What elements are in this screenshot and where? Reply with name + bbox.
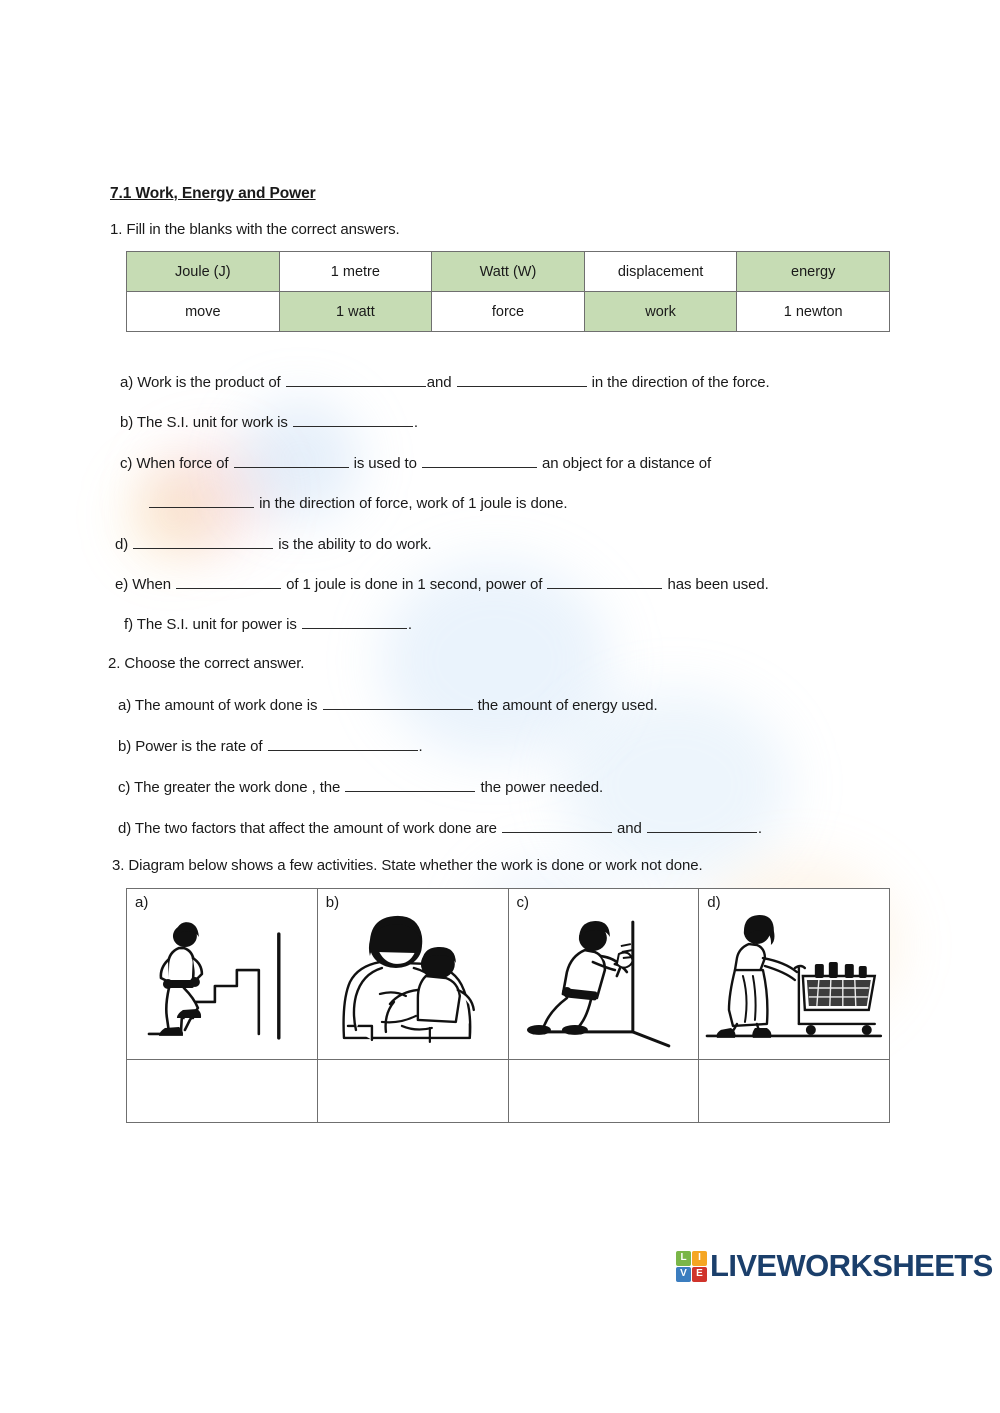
answer-cell-b[interactable]: [317, 1060, 508, 1123]
answer-blank-2c-1[interactable]: [345, 776, 475, 792]
question-1f-text-part2: .: [407, 616, 412, 633]
question-1f-text-part1: f) The S.I. unit for power is: [124, 616, 297, 633]
answer-blank-1b-1[interactable]: [293, 411, 413, 427]
question-1c-line2: [148, 492, 568, 513]
question-1a-text-part3: in the direction of the force.: [591, 374, 770, 391]
answer-cell-c[interactable]: [508, 1060, 699, 1123]
question-1c-text-part3: an object for a distance of: [541, 455, 712, 472]
answer-blank-1c-2[interactable]: [422, 452, 537, 468]
question-1a-text-part1: a) Work is the product of: [120, 374, 281, 391]
word-bank-cell[interactable]: energy: [737, 252, 890, 292]
question-1d-text-part1: d): [115, 536, 129, 553]
question-1f: [124, 613, 412, 634]
question-2b-text-part2: .: [418, 738, 423, 755]
question-2c: [118, 776, 603, 797]
section-1-instruction: 1. Fill in the blanks with the correct answers.: [110, 221, 400, 238]
section-2-instruction: 2. Choose the correct answer.: [108, 655, 305, 672]
question-2c-text-part2: the power needed.: [480, 779, 604, 796]
logo-tiles-icon: [676, 1251, 707, 1282]
woman-holding-child-icon: [318, 905, 508, 1057]
table-row: [127, 292, 890, 332]
answer-blank-2b-1[interactable]: [268, 735, 418, 751]
activity-panel-c: [508, 889, 699, 1060]
word-bank-cell[interactable]: displacement: [584, 252, 737, 292]
answer-blank-2d-1[interactable]: [502, 817, 612, 833]
logo-tile-e: E: [692, 1267, 707, 1282]
answer-blank-1e-1[interactable]: [176, 573, 281, 589]
person-climbing-stairs-icon: [127, 905, 317, 1057]
logo-tile-l: L: [676, 1251, 691, 1266]
question-2a: [118, 694, 658, 715]
question-2b: [118, 735, 423, 756]
question-1c-text-part1: c) When force of: [120, 455, 229, 472]
liveworksheets-logo[interactable]: [676, 1248, 993, 1284]
answer-blank-1a-2[interactable]: [457, 371, 587, 387]
page-title: 7.1 Work, Energy and Power: [110, 185, 316, 202]
question-1e: [115, 573, 769, 594]
logo-tile-i: I: [692, 1251, 707, 1266]
question-1e-text-part3: has been used.: [667, 576, 769, 593]
question-1b-text-part1: b) The S.I. unit for work is: [120, 414, 288, 431]
answer-cell-d[interactable]: [699, 1060, 890, 1123]
question-2d-text-part2: and: [617, 820, 642, 837]
word-bank-cell[interactable]: 1 metre: [279, 252, 432, 292]
panel-label-c: c): [516, 894, 529, 911]
question-1c-text-part2: is used to: [353, 455, 417, 472]
word-bank-cell[interactable]: move: [127, 292, 280, 332]
question-1b: [120, 411, 418, 432]
question-1d: [115, 533, 432, 554]
answer-blank-1f-1[interactable]: [302, 613, 407, 629]
answer-blank-1e-2[interactable]: [547, 573, 662, 589]
question-2b-text-part1: b) Power is the rate of: [118, 738, 263, 755]
answer-blank-1c-1[interactable]: [234, 452, 349, 468]
question-1e-text-part1: e) When: [115, 576, 171, 593]
question-2d-text-part3: .: [757, 820, 762, 837]
question-1e-text-part2: of 1 joule is done in 1 second, power of: [286, 576, 543, 593]
question-2a-text-part1: a) The amount of work done is: [118, 697, 318, 714]
activity-diagram-table: [126, 888, 890, 1123]
question-2c-text-part1: c) The greater the work done , the: [118, 779, 341, 796]
logo-wordmark: LIVEWORKSHEETS: [710, 1248, 993, 1283]
answer-blank-1c-3[interactable]: [149, 492, 254, 508]
panel-label-d: d): [707, 894, 721, 911]
word-bank-cell[interactable]: 1 newton: [737, 292, 890, 332]
logo-tile-v: V: [676, 1267, 691, 1282]
answer-cell-a[interactable]: [127, 1060, 318, 1123]
word-bank-cell[interactable]: force: [432, 292, 585, 332]
man-pushing-wall-icon: [509, 905, 699, 1057]
word-bank-cell[interactable]: Joule (J): [127, 252, 280, 292]
answer-blank-1d-1[interactable]: [133, 533, 273, 549]
table-row: [127, 252, 890, 292]
question-1d-text-part2: is the ability to do work.: [278, 536, 432, 553]
question-2d-text-part1: d) The two factors that affect the amount of work done are: [118, 820, 497, 837]
question-1c-line2-text: in the direction of force, work of 1 joule is done.: [259, 495, 568, 512]
question-1c-line1: [120, 452, 711, 473]
activity-panel-a: [127, 889, 318, 1060]
section-3-instruction: 3. Diagram below shows a few activities. State whether the work is done or work not done.: [112, 857, 703, 874]
woman-pushing-shopping-cart-icon: [699, 905, 889, 1057]
table-row-answers: [127, 1060, 890, 1123]
panel-label-a: a): [135, 894, 149, 911]
activity-panel-d: [699, 889, 890, 1060]
question-1a-text-part2: and: [426, 374, 452, 391]
word-bank-cell[interactable]: work: [584, 292, 737, 332]
question-2a-text-part2: the amount of energy used.: [477, 697, 658, 714]
word-bank-cell[interactable]: Watt (W): [432, 252, 585, 292]
word-bank-cell[interactable]: 1 watt: [279, 292, 432, 332]
question-2d: [118, 817, 762, 838]
activity-panel-b: [317, 889, 508, 1060]
answer-blank-2d-2[interactable]: [647, 817, 757, 833]
answer-blank-1a-1[interactable]: [286, 371, 426, 387]
word-bank-table: [126, 251, 890, 332]
panel-label-b: b): [325, 894, 340, 911]
question-1b-text-part2: .: [413, 414, 418, 431]
question-1a: [120, 371, 770, 392]
answer-blank-2a-1[interactable]: [323, 694, 473, 710]
table-row-illustrations: [127, 889, 890, 1060]
